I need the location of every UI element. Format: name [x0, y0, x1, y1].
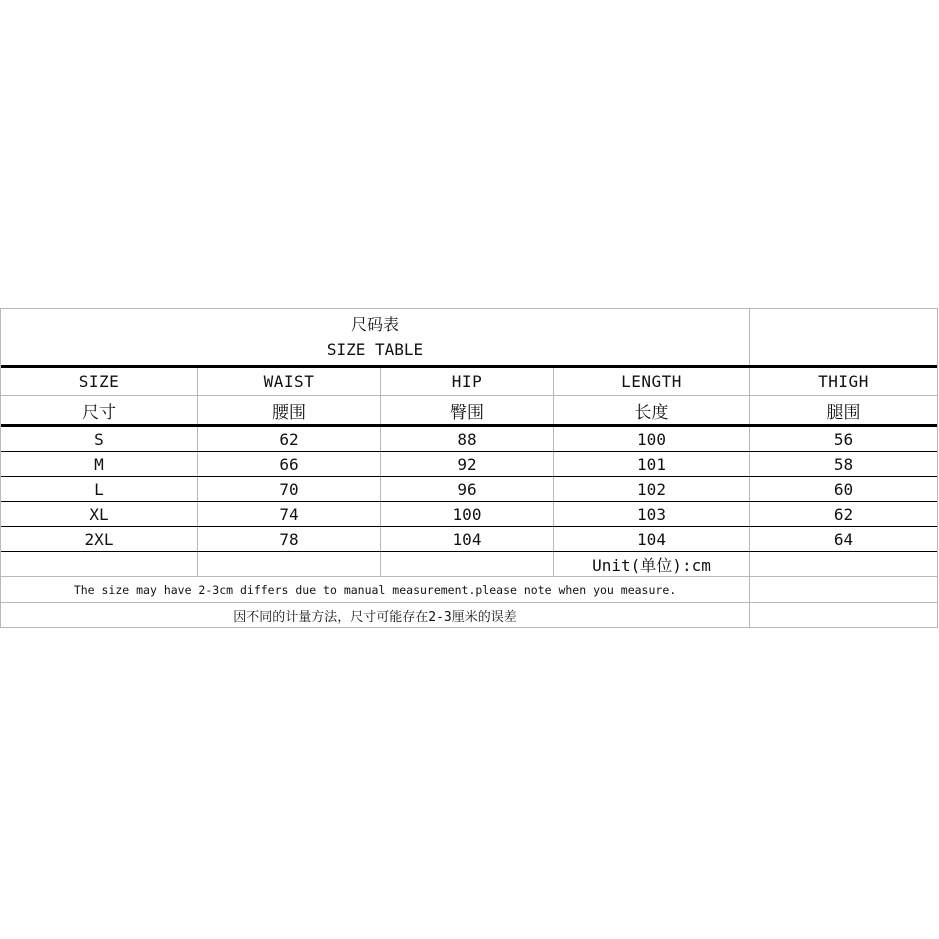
size-table	[0, 308, 938, 628]
waist-cell: 70	[198, 477, 381, 501]
length-cell: 102	[554, 477, 750, 501]
size-cell: L	[1, 477, 198, 501]
hip-cell: 88	[381, 427, 554, 451]
title-zh: 尺码表	[350, 315, 399, 334]
size-cell: S	[1, 427, 198, 451]
empty-cell	[750, 603, 937, 627]
note-row-zh	[1, 603, 937, 628]
table-row	[1, 427, 937, 452]
table-row	[1, 527, 937, 552]
empty-cell	[750, 309, 937, 365]
size-cell: XL	[1, 502, 198, 526]
thigh-cell: 62	[833, 504, 854, 524]
unit-row	[1, 552, 937, 577]
header-thigh-en: THIGH	[818, 372, 869, 391]
length-cell: 101	[554, 452, 750, 476]
thigh-cell: 58	[833, 454, 854, 474]
header-row-zh	[1, 396, 937, 427]
hip-cell: 100	[381, 502, 554, 526]
header-row-en	[1, 368, 937, 396]
thigh-cell: 64	[833, 529, 854, 549]
thigh-cell: 56	[833, 429, 854, 449]
waist-cell: 74	[198, 502, 381, 526]
unit-label: Unit(单位):cm	[554, 552, 750, 576]
thigh-cell: 60	[833, 479, 854, 499]
empty-cell	[381, 552, 554, 576]
header-waist-en: WAIST	[198, 368, 381, 395]
table-row	[1, 452, 937, 477]
title-row	[1, 309, 937, 368]
title-cell	[1, 309, 750, 365]
empty-cell	[750, 552, 937, 576]
size-cell: M	[1, 452, 198, 476]
empty-cell	[1, 552, 198, 576]
size-cell: 2XL	[1, 527, 198, 551]
length-cell: 104	[554, 527, 750, 551]
header-waist-zh: 腰围	[198, 396, 381, 424]
length-cell: 100	[554, 427, 750, 451]
waist-cell: 78	[198, 527, 381, 551]
note-row-en	[1, 577, 937, 603]
hip-cell: 92	[381, 452, 554, 476]
hip-cell: 104	[381, 527, 554, 551]
header-hip-zh: 臀围	[381, 396, 554, 424]
waist-cell: 66	[198, 452, 381, 476]
note-zh: 因不同的计量方法，尺寸可能存在2-3厘米的误差	[1, 603, 750, 627]
header-length-en: LENGTH	[554, 368, 750, 395]
header-thigh-zh: 腿围	[826, 402, 861, 423]
empty-cell	[750, 577, 937, 602]
header-hip-en: HIP	[381, 368, 554, 395]
length-cell: 103	[554, 502, 750, 526]
table-row	[1, 477, 937, 502]
empty-cell	[198, 552, 381, 576]
table-row	[1, 502, 937, 527]
header-length-zh: 长度	[554, 396, 750, 424]
waist-cell: 62	[198, 427, 381, 451]
title-en: SIZE TABLE	[326, 340, 424, 359]
header-size-en: SIZE	[1, 368, 198, 395]
header-size-zh: 尺寸	[1, 396, 198, 424]
hip-cell: 96	[381, 477, 554, 501]
note-en: The size may have 2-3cm differs due to manual measurement.please note when you measure.	[1, 577, 750, 602]
